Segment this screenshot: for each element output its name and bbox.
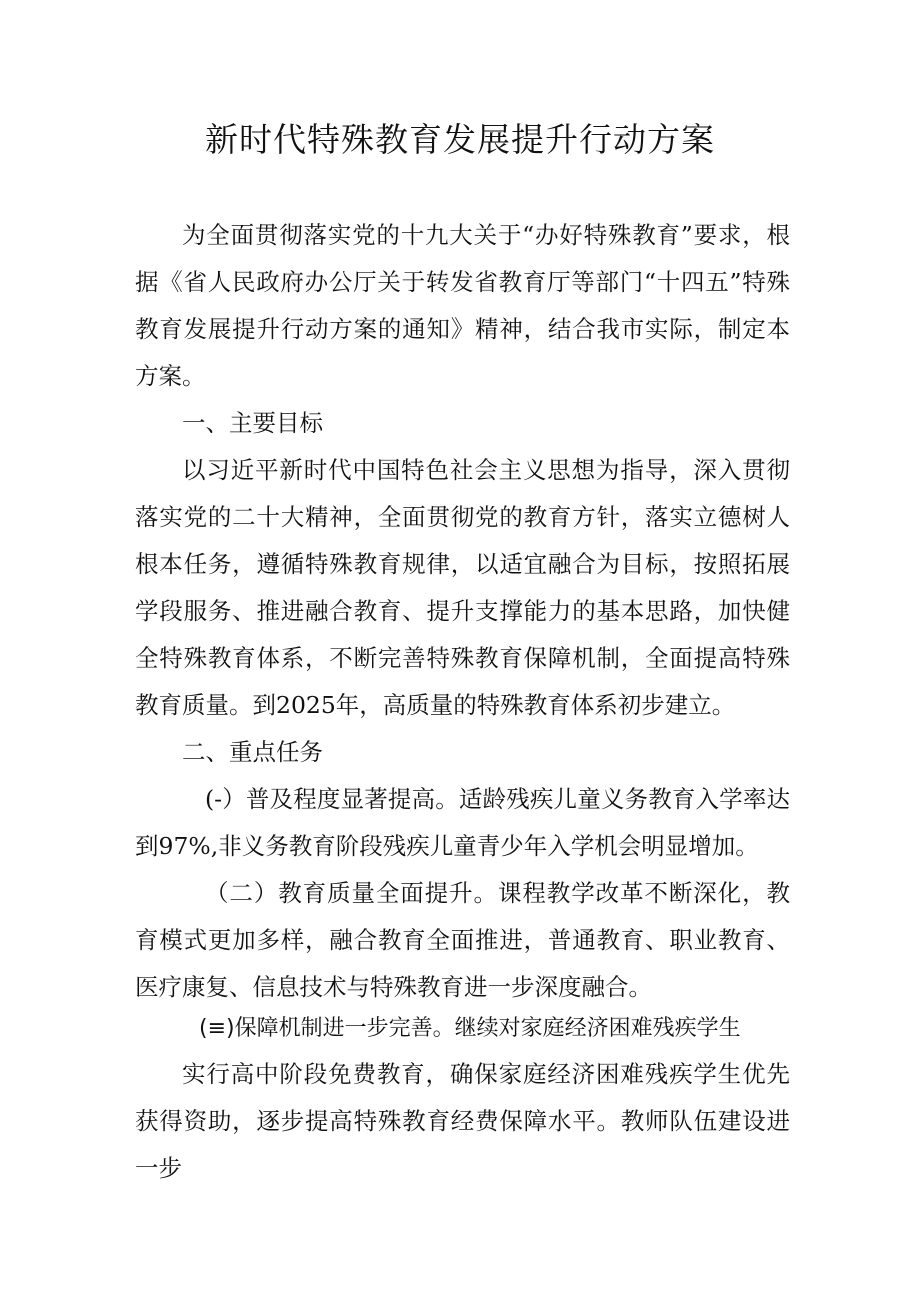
task-item-2: （二）教育质量全面提升。课程教学改革不断深化，教育模式更加多样，融合教育全面推进，普通教育、职业教育、医疗康复、信息技术与特殊教育进一步深度融合。 [135, 879, 790, 1001]
task-item-3-heading: (≡)保障机制进一步完善。继续对家庭经济困难残疾学生 [199, 1016, 741, 1041]
document-body [135, 212, 790, 1192]
task-item-3-text: 实行高中阶段免费教育，确保家庭经济困难残疾学生优先获得资助，逐步提高特殊教育经费保障水平。教师队伍建设进一步 [135, 1060, 790, 1182]
section-heading-main-goals: 一、主要目标 [182, 409, 323, 437]
document-title: 新时代特殊教育发展提升行动方案 [205, 120, 715, 159]
section-heading-key-tasks: 二、重点任务 [182, 738, 323, 766]
task-item-1: (-）普及程度显著提高。适龄残疾儿童义务教育入学率达到97%,非义务教育阶段残疾儿童青少年入学机会明显增加。 [135, 785, 790, 860]
main-goals-paragraph: 以习近平新时代中国特色社会主义思想为指导，深入贯彻落实党的二十大精神，全面贯彻党的教育方针，落实立德树人根本任务，遵循特殊教育规律，以适宜融合为目标，按照拓展学段服务、推进融合教育、提升支撑能力的基本思路，加快健全特殊教育体系，不断完善特殊教育保障机制，全面提高特殊教育质量。到2025年，高质量的特殊教育体系初步建立。 [135, 456, 790, 719]
intro-paragraph: 为全面贯彻落实党的十九大关于“办好特殊教育”要求，根据《省人民政府办公厅关于转发省教育厅等部门“十四五”特殊教育发展提升行动方案的通知》精神，结合我市实际，制定本方案。 [135, 221, 790, 390]
